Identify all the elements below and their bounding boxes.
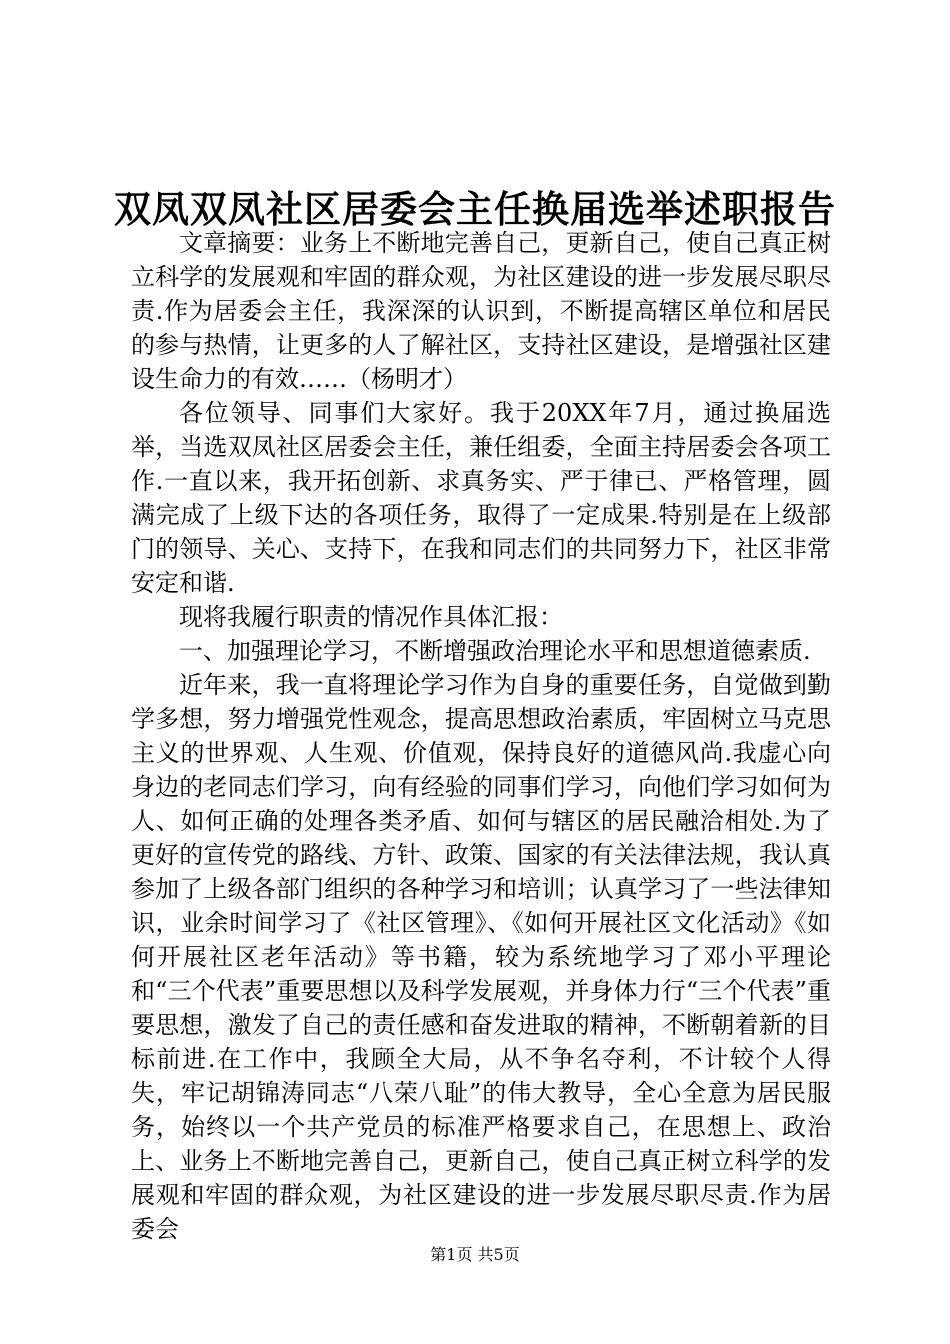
paragraph-abstract: 文章摘要：业务上不断地完善自己，更新自己，使自己真正树立科学的发展观和牢固的群众观，为社区建设的进一步发展尽职尽责.作为居委会主任，我深深的认识到，不断提高辖区单位和居民的参与热情，让更多的人了解社区，支持社区建设，是增强社区建设生命力的有效……（杨明才） [131,229,831,393]
paragraph-theory-study: 近年来，我一直将理论学习作为自身的重要任务，自觉做到勤学多想，努力增强党性观念，提高思想政治素质，牢固树立马克思主义的世界观、人生观、价值观，保持良好的道德风尚.我虚心向身边的老同志们学习，向有经验的同事们学习，向他们学习如何为人、如何正确的处理各类矛盾、如何与辖区的居民融洽相处.为了更好的宣传党的路线、方针、政策、国家的有关法律法规，我认真参加了上级各部门组织的各种学习和培训；认真学习了一些法律知识，业余时间学习了《社区管理》、《如何开展社区文化活动》《如何开展社区老年活动》等书籍，较为系统地学习了邓小平理论和“三个代表”重要思想以及科学发展观，并身体力行“三个代表”重要思想，激发了自己的责任感和奋发进取的精神，不断朝着新的目标前进.在工作中，我顾全大局，从不争名夺利，不计较个人得失，牢记胡锦涛同志“八荣八耻”的伟大教导，全心全意为居民服务，始终以一个共产党员的标准严格要求自己，在思想上、政治上、业务上不断地完善自己，更新自己，使自己真正树立科学的发展观和牢固的群众观，为社区建设的进一步发展尽职尽责.作为居委会 [131,671,831,1243]
document-body [131,226,831,1246]
paragraph-report-intro: 现将我履行职责的情况作具体汇报： [179,603,563,631]
paragraph-greeting: 各位领导、同事们大家好。我于20XX年7月，通过换届选举，当选双凤社区居委会主任，兼任组委，全面主持居委会各项工作.一直以来，我开拓创新、求真务实、严于律已、严格管理，圆满完成了上级下达的各项任务，取得了一定成果.特别是在上级部门的领导、关心、支持下，在我和同志们的共同努力下，社区非常安定和谐. [131,399,831,597]
page-number-footer: 第1页 共5页 [430,1245,520,1264]
document-title: 双凤双凤社区居委会主任换届选举述职报告 [114,187,836,231]
paragraph-section-heading: 一、加强理论学习，不断增强政治理论水平和思想道德素质. [179,637,811,665]
